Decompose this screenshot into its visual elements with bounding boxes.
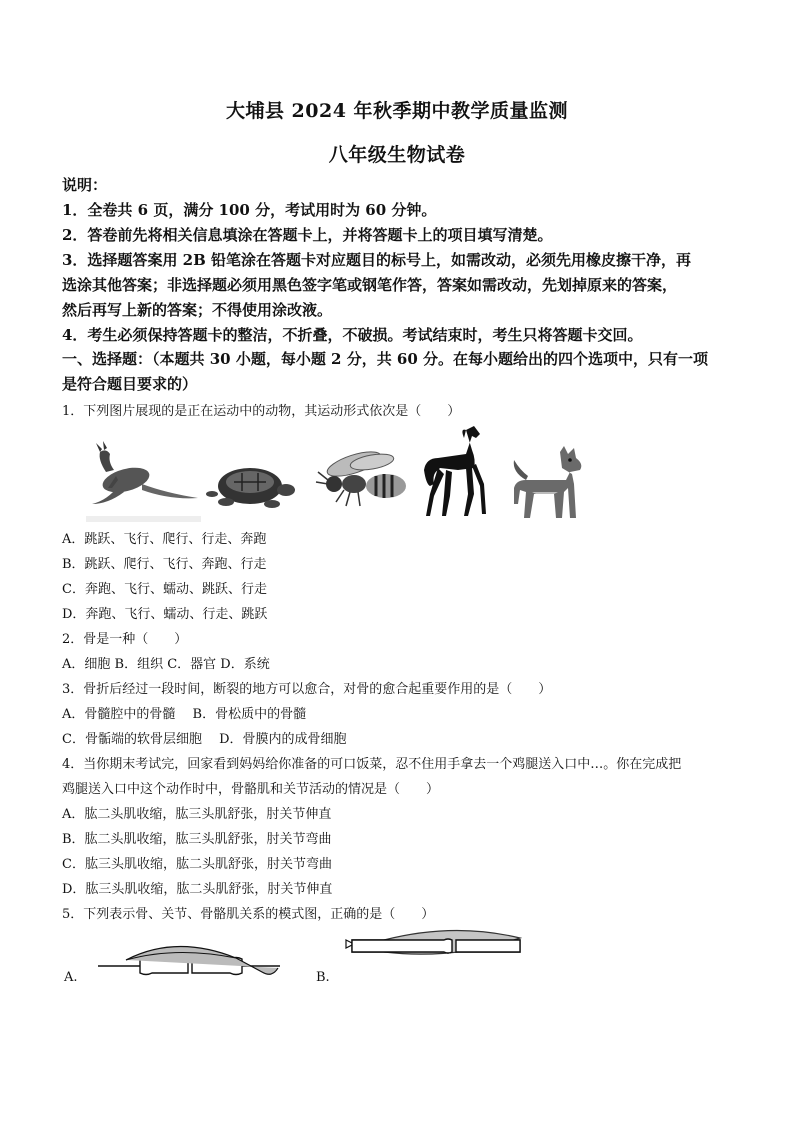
q4-stem-cont: 鸡腿送入口中这个动作时中，骨骼肌和关节活动的情况是（ ） [62, 782, 440, 797]
q5-option-b-label: B. [316, 970, 330, 985]
q3-options-ab: A．骨髓腔中的骨髓 B．骨松质中的骨髓 [62, 707, 307, 722]
q1-option-a: A．跳跃、飞行、爬行、行走、奔跑 [62, 532, 267, 547]
q4-stem: 4．当你期末考试完，回家看到妈妈给你准备的可口饭菜，忍不住用手拿去一个鸡腿送入口中…。你在完成把 [62, 757, 682, 772]
q4-option-a: A．肱二头肌收缩，肱三头肌舒张，肘关节伸直 [62, 807, 332, 822]
instructions-heading: 说明： [62, 176, 108, 194]
q1-option-d: D．奔跑、飞行、蠕动、行走、跳跃 [62, 607, 268, 622]
q1-image-row [86, 424, 596, 524]
instruction-3: 3．选择题答案用 2B 铅笔涂在答题卡对应题目的标号上，如需改动，必须先用橡皮擦干净，再 [62, 251, 692, 269]
q3-stem: 3．骨折后经过一段时间，断裂的地方可以愈合，对骨的愈合起重要作用的是（ ） [62, 682, 552, 697]
q2-options: A．细胞 B．组织 C．器官 D．系统 [62, 657, 270, 672]
q4-option-b: B．肱二头肌收缩，肱三头肌舒张，肘关节弯曲 [62, 832, 332, 847]
q2-stem: 2．骨是一种（ ） [62, 632, 188, 647]
instruction-2: 2．答卷前先将相关信息填涂在答题卡上，并将答题卡上的项目填写清楚。 [62, 226, 553, 244]
q1-stem: 1．下列图片展现的是正在运动中的动物，其运动形式依次是（ ） [62, 404, 461, 419]
q3-options-cd: C．骨骺端的软骨层细胞 D．骨膜内的成骨细胞 [62, 732, 347, 747]
exam-subtitle: 八年级生物试卷 [328, 144, 466, 166]
bee-icon [314, 446, 414, 512]
q5-diagram-b [344, 926, 524, 968]
kangaroo-icon [86, 438, 201, 523]
instruction-3-end: 然后再写上新的答案；不得使用涂改液。 [62, 301, 333, 319]
exam-title: 大埔县 2024 年秋季期中教学质量监测 [225, 100, 569, 122]
section-heading: 一、选择题：（本题共 30 小题，每小题 2 分，共 60 分。在每小题给出的四个选项中，只有一项 [62, 350, 709, 368]
q5-stem: 5．下列表示骨、关节、骨骼肌关系的模式图，正确的是（ ） [62, 907, 435, 922]
q1-option-b: B．跳跃、爬行、飞行、奔跑、行走 [62, 557, 267, 572]
horse-icon [416, 424, 496, 520]
turtle-icon [204, 458, 296, 518]
q5-diagram-a [96, 936, 282, 980]
q4-option-d: D．肱三头肌收缩，肱二头肌舒张，肘关节伸直 [62, 882, 333, 897]
section-heading-cont: 是符合题目要求的） [62, 375, 198, 393]
instruction-3-cont: 选涂其他答案；非选择题必须用黑色签字笔或钢笔作答，答案如需改动，先划掉原来的答案， [62, 276, 678, 294]
instruction-1: 1．全卷共 6 页，满分 100 分，考试用时为 60 分钟。 [62, 201, 437, 219]
q4-option-c: C．肱三头肌收缩，肱二头肌舒张，肘关节弯曲 [62, 857, 332, 872]
q5-option-a-label: A. [64, 970, 78, 985]
instruction-4: 4．考生必须保持答题卡的整洁，不折叠，不破损。考试结束时，考生只将答题卡交回。 [62, 326, 643, 344]
q1-option-c: C．奔跑、飞行、蠕动、跳跃、行走 [62, 582, 267, 597]
dog-icon [506, 444, 590, 522]
